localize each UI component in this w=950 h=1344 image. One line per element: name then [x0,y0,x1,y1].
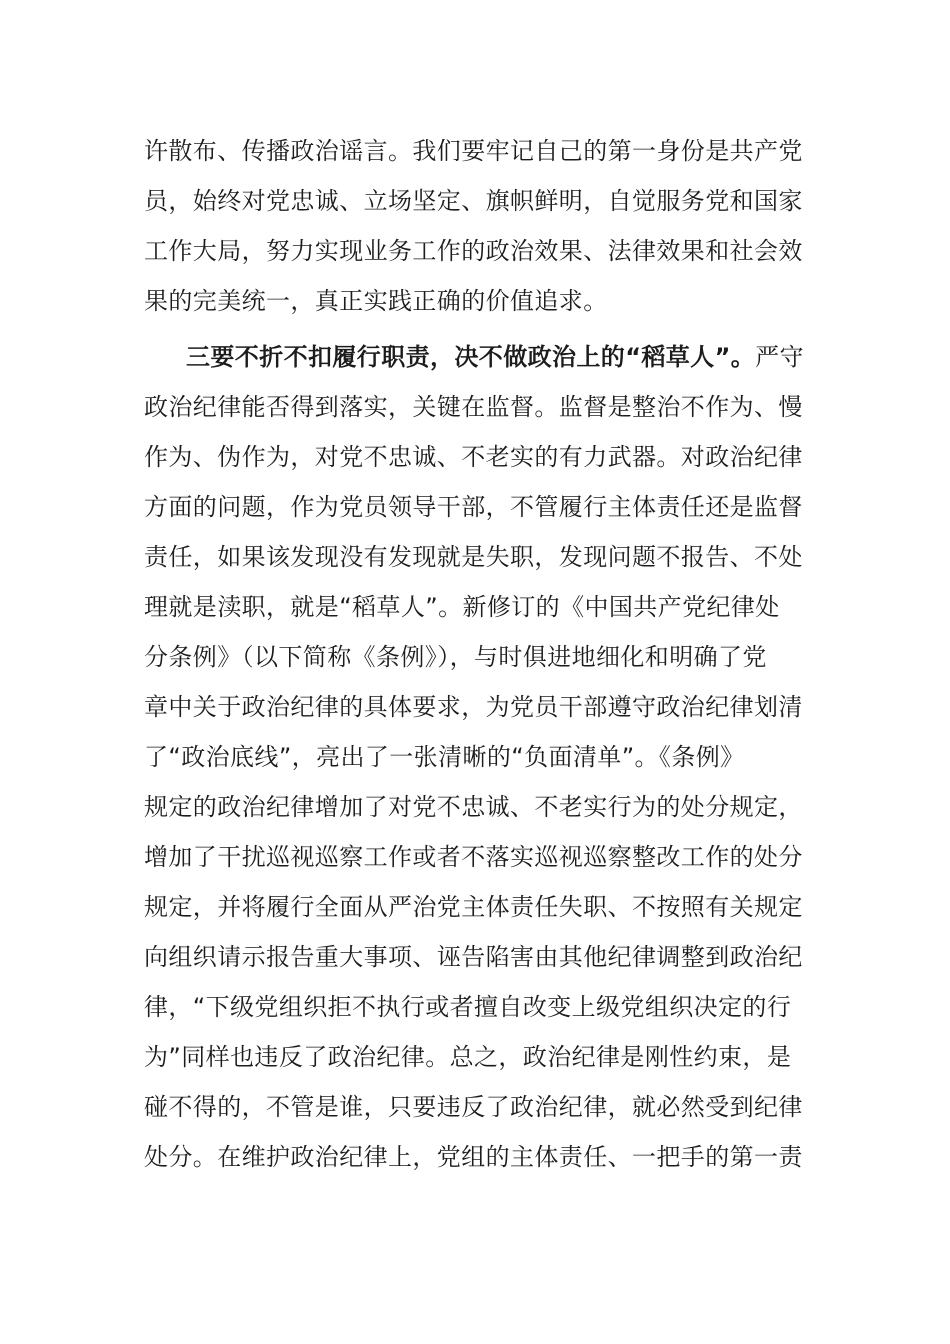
paragraph-line: 许散布、传播政治谣言。我们要牢记自己的第一身份是共产党 [144,137,803,165]
paragraph-line: 规定的政治纪律增加了对党不忠诚、不老实行为的处分规定， [144,793,803,821]
paragraph-line: 了“政治底线”，亮出了一张清晰的“负面清单”。《条例》 [144,743,745,771]
paragraph-line: 律，“下级党组织拒不执行或者擅自改变上级党组织决定的行 [144,993,792,1021]
section-heading-line [186,340,804,374]
paragraph-line: 碰不得的，不管是谁，只要违反了政治纪律，就必然受到纪律 [144,1093,803,1121]
paragraph-line: 果的完美统一，真正实践正确的价值追求。 [144,287,608,315]
paragraph-line: 作为、伪作为，对党不忠诚、不老实的有力武器。对政治纪律 [144,443,803,471]
section-heading: 三要不折不扣履行职责，决不做政治上的“稻草人”。 [186,343,756,371]
paragraph-line: 理就是渎职，就是“稻草人”。新修订的《中国共产党纪律处 [144,593,780,621]
paragraph-line: 方面的问题，作为党员领导干部，不管履行主体责任还是监督 [144,493,803,521]
paragraph-line: 章中关于政治纪律的具体要求，为党员干部遵守政治纪律划清 [144,693,803,721]
paragraph-line: 处分。在维护政治纪律上，党组的主体责任、一把手的第一责 [144,1143,803,1171]
paragraph-line: 政治纪律能否得到落实，关键在监督。监督是整治不作为、慢 [144,393,803,421]
paragraph-line: 增加了干扰巡视巡察工作或者不落实巡视巡察整改工作的处分 [144,843,803,871]
paragraph-line: 员，始终对党忠诚、立场坚定、旗帜鲜明，自觉服务党和国家 [144,187,803,215]
section-heading-tail: 严守 [755,343,804,371]
paragraph-line: 分条例》（以下简称《条例》），与时俱进地细化和明确了党 [144,643,767,671]
paragraph-line: 责任，如果该发现没有发现就是失职，发现问题不报告、不处 [144,543,803,571]
paragraph-line: 为”同样也违反了政治纪律。总之，政治纪律是刚性约束，是 [144,1043,792,1071]
paragraph-line: 工作大局，努力实现业务工作的政治效果、法律效果和社会效 [144,237,803,265]
paragraph-line: 规定，并将履行全面从严治党主体责任失职、不按照有关规定 [144,893,803,921]
paragraph-line: 向组织请示报告重大事项、诬告陷害由其他纪律调整到政治纪 [144,943,803,971]
